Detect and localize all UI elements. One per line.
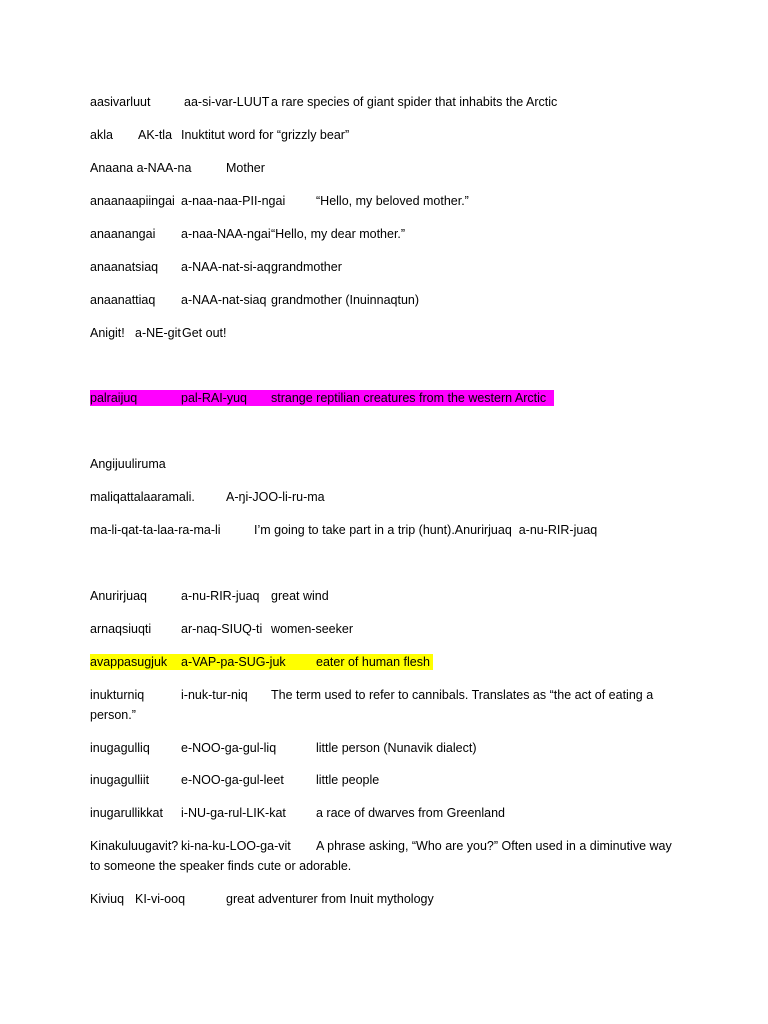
glossary-entry [90, 621, 353, 637]
glossary-entry [90, 226, 406, 242]
entry-meaning: strange reptilian creatures from the western Arctic [271, 391, 547, 405]
entry-term: anaanattiaq [90, 293, 156, 307]
entry-pronunciation: a-naa-NAA-ngai [181, 227, 271, 241]
entry-meaning: Get out! [182, 326, 227, 340]
entry-term: inukturniq [90, 688, 145, 702]
glossary-entry [90, 292, 420, 308]
entry-meaning: I’m going to take part in a trip (hunt).Anurirjuaq a-nu-RIR-juaq [254, 523, 598, 537]
entry-pronunciation: A-ŋi-JOO-li-ru-ma [226, 490, 325, 504]
entry-meaning: great adventurer from Inuit mythology [226, 892, 434, 906]
entry-term: arnaqsiuqti [90, 622, 152, 636]
entry-term: Kinakuluugavit? [90, 839, 179, 853]
entry-term: inugarullikkat [90, 806, 163, 820]
entry-term: inugagulliit [90, 773, 150, 787]
entry-meaning: A phrase asking, “Who are you?” Often used in a diminutive way [316, 839, 672, 853]
entry-term: akla [90, 128, 113, 142]
entry-pronunciation: ki-na-ku-LOO-ga-vit [181, 839, 291, 853]
entry-term: inugagulliq [90, 741, 150, 755]
entry-term: Anaana a-NAA-na [90, 161, 192, 175]
highlighted-entry [90, 654, 433, 670]
entry-pronunciation: pal-RAI-yuq [181, 391, 247, 405]
entry-meaning: little people [316, 773, 380, 787]
glossary-entry [90, 740, 477, 756]
entry-pronunciation: ar-naq-SIUQ-ti [181, 622, 263, 636]
entry-meaning: a rare species of giant spider that inhabits the Arctic [271, 95, 558, 109]
entry-pronunciation: AK-tla [138, 128, 173, 142]
entry-pronunciation: e-NOO-ga-gul-liq [181, 741, 277, 755]
entry-pronunciation: a-naa-naa-PII-ngai [181, 194, 286, 208]
glossary-entry [90, 805, 505, 821]
glossary-entry [90, 891, 434, 907]
entry-pronunciation: a-nu-RIR-juaq [181, 589, 260, 603]
entry-meaning: great wind [271, 589, 329, 603]
glossary-entry [90, 456, 166, 472]
entry-pronunciation: e-NOO-ga-gul-leet [181, 773, 284, 787]
entry-term: anaanaapiingai [90, 194, 175, 208]
entry-pronunciation: i-nuk-tur-niq [181, 688, 248, 702]
entry-pronunciation: a-NAA-nat-si-aq [181, 260, 271, 274]
entry-meaning: grandmother [271, 260, 342, 274]
glossary-entry [90, 160, 265, 176]
entry-term: anaanangai [90, 227, 156, 241]
entry-term: ma-li-qat-ta-laa-ra-ma-li [90, 523, 221, 537]
entry-meaning: “Hello, my beloved mother.” [316, 194, 469, 208]
entry-term: Angijuuliruma [90, 457, 166, 471]
glossary-entry [90, 522, 598, 538]
glossary-entry [90, 127, 350, 143]
entry-term: anaanatsiaq [90, 260, 159, 274]
highlighted-entry [90, 390, 554, 406]
entry-meaning: women-seeker [271, 622, 353, 636]
entry-pronunciation: a-NAA-nat-siaq [181, 293, 267, 307]
entry-meaning: a race of dwarves from Greenland [316, 806, 505, 820]
entry-meaning: “Hello, my dear mother.” [271, 227, 406, 241]
entry-meaning: Mother [226, 161, 265, 175]
entry-term: Anurirjuaq [90, 589, 147, 603]
entry-pronunciation: a-NE-git [135, 326, 181, 340]
entry-meaning: Inuktitut word for “grizzly bear” [181, 128, 350, 142]
entry-continuation [90, 707, 136, 723]
entry-meaning: little person (Nunavik dialect) [316, 741, 477, 755]
entry-meaning: The term used to refer to cannibals. Translates as “the act of eating a [271, 688, 654, 702]
entry-pronunciation: KI-vi-ooq [135, 892, 186, 906]
glossary-entry [90, 193, 469, 209]
entry-meaning: eater of human flesh [316, 655, 430, 669]
entry-pronunciation: a-VAP-pa-SUG-juk [181, 655, 286, 669]
glossary-entry [90, 94, 558, 110]
entry-meaning-continued: person.” [90, 708, 136, 722]
entry-meaning: grandmother (Inuinnaqtun) [271, 293, 420, 307]
entry-term: Anigit! [90, 326, 125, 340]
glossary-entry [90, 838, 672, 854]
glossary-entry [90, 687, 654, 703]
entry-term: Kiviuq [90, 892, 125, 906]
entry-term: aasivarluut [90, 95, 151, 109]
entry-meaning-continued: to someone the speaker finds cute or adorable. [90, 859, 352, 873]
glossary-entry [90, 489, 325, 505]
entry-term: avappasugjuk [90, 655, 168, 669]
glossary-entry [90, 259, 342, 275]
glossary-entry [90, 772, 380, 788]
entry-continuation [90, 858, 352, 874]
entry-term: palraijuq [90, 391, 138, 405]
entry-pronunciation: aa-si-var-LUUT [184, 95, 270, 109]
glossary-entry [90, 325, 227, 341]
glossary-entry [90, 588, 329, 604]
entry-term: maliqattalaaramali. [90, 490, 195, 504]
entry-pronunciation: i-NU-ga-rul-LIK-kat [181, 806, 286, 820]
